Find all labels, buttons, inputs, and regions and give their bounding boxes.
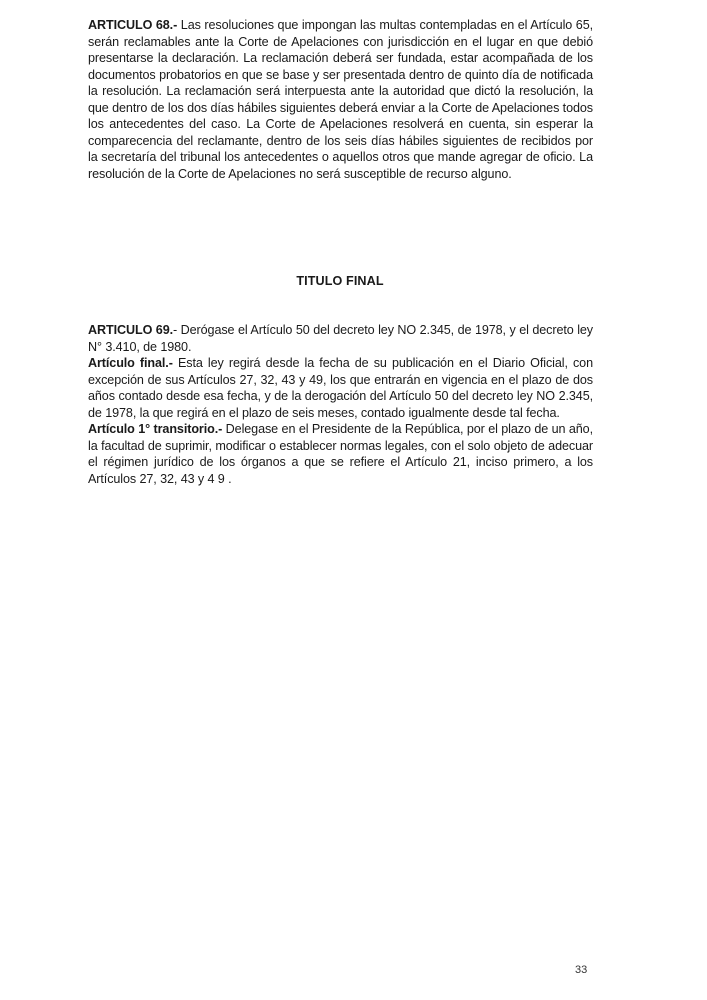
- page-number: 33: [575, 964, 588, 976]
- article-final-paragraph: [88, 355, 593, 421]
- article-transitorio-text: Delegase en el Presidente de la República, por el plazo de un año, la facultad de suprimir, modificar o establecer normas legales, con el solo objeto de adecuar el régimen jurídico de los órganos a que se refiere el Artículo 21, inciso primero, a los Artículos 27, 32, 43 y 4 9 .: [88, 422, 593, 486]
- article-final-heading: Artículo final.-: [88, 356, 173, 370]
- article-final-text: Esta ley regirá desde la fecha de su publicación en el Diario Oficial, con excepción de sus Artículos 27, 32, 43 y 49, los que entrarán en vigencia en el plazo de dos años contado desde esa fecha, y de la derogación del Artículo 50 del decreto ley NO 2.345, de 1978, la que regirá en el plazo de seis meses, contado igualmente desde tal fecha.: [88, 356, 593, 420]
- final-articles-block: [88, 322, 593, 487]
- article-69-heading: ARTICULO 69.: [88, 323, 174, 337]
- article-69-text: - Derógase el Artículo 50 del decreto ley NO 2.345, de 1978, y el decreto ley N° 3.410, de 1980.: [88, 323, 594, 354]
- article-69-paragraph: [88, 322, 593, 355]
- article-68-text: Las resoluciones que impongan las multas contempladas en el Artículo 65, serán reclamables ante la Corte de Apelaciones con jurisdicción en el lugar en que debió presentarse la declaración. La reclamación deberá ser fundada, estar acompañada de los documentos probatorios en que se base y ser presentada dentro de quinto día de notificada la resolución. La reclamación será interpuesta ante la autoridad que dictó la resolución, la que dentro de los dos días hábiles siguientes deberá enviar a la Corte de Apelaciones todos los antecedentes del caso. La Corte de Apelaciones resolverá en cuenta, sin esperar la comparecencia del reclamante, dentro de los seis días hábiles siguientes de recibidos por la secretaría del tribunal los antecedentes o aquellos otros que mande agregar de oficio. La resolución de la Corte de Apelaciones no será susceptible de recurso alguno.: [88, 18, 593, 181]
- section-title: TITULO FINAL: [296, 274, 384, 288]
- article-transitorio-heading: Artículo 1° transitorio.-: [88, 422, 223, 436]
- article-68-paragraph: [88, 17, 593, 182]
- article-68-heading: ARTICULO 68.-: [88, 18, 178, 32]
- article-transitorio-paragraph: [88, 421, 593, 487]
